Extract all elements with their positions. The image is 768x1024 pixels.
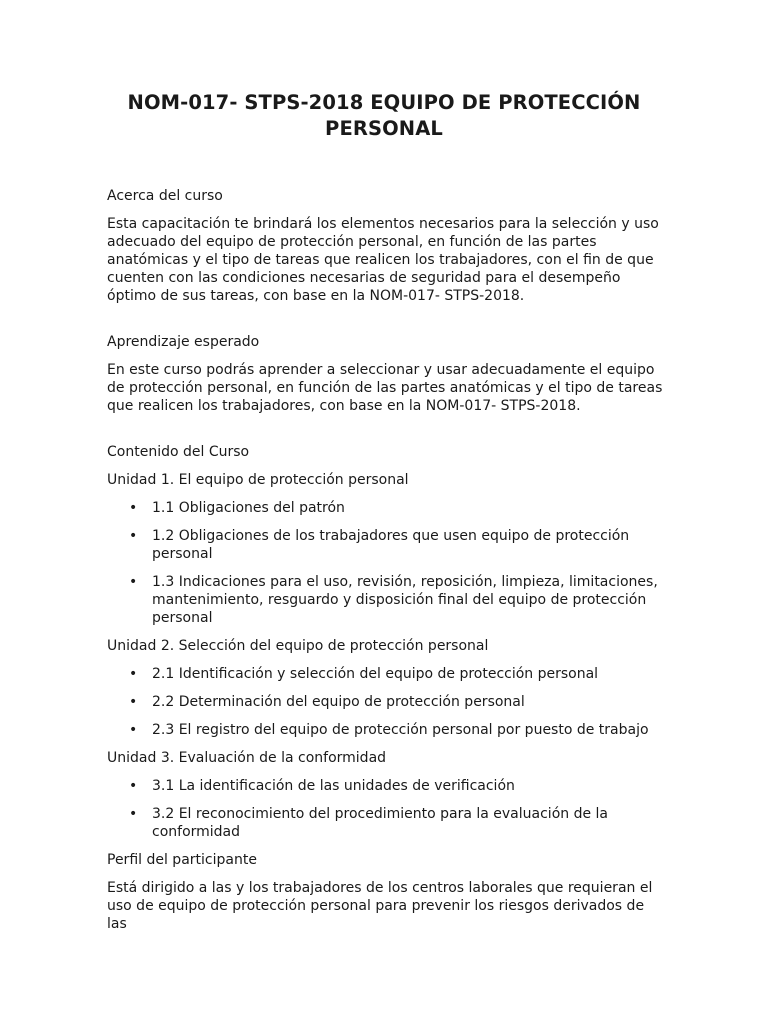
document-body — [107, 187, 667, 933]
bullet-icon: • — [129, 778, 138, 794]
document-title: NOM-017- STPS-2018 EQUIPO DE PROTECCIÓN PERSONAL — [127, 91, 641, 140]
list-item — [107, 805, 667, 841]
unit-item-list — [107, 499, 667, 627]
bullet-icon: • — [129, 806, 138, 822]
unit-item-list — [107, 665, 667, 739]
list-item — [107, 573, 667, 627]
unit-title: Unidad 3. Evaluación de la conformidad — [107, 750, 387, 766]
bullet-icon: • — [129, 574, 138, 590]
list-item — [107, 693, 667, 711]
list-item-text: 1.3 Indicaciones para el uso, revisión, reposición, limpieza, limitaciones, mantenimiento, resguardo y disposición final del equipo de protección personal — [152, 574, 658, 626]
bullet-icon: • — [129, 694, 138, 710]
list-item — [107, 665, 667, 683]
section-text-about: Esta capacitación te brindará los elementos necesarios para la selección y uso adecuado del equipo de protección personal, en función de las partes anatómicas y el tipo de tareas que realicen los trabajadores, con el fin de que cuenten con las condiciones necesarias de seguridad para el desempeño óptimo de sus tareas, con base en la NOM-017- STPS-2018. — [107, 216, 659, 304]
list-item — [107, 777, 667, 795]
unit-title: Unidad 2. Selección del equipo de protección personal — [107, 638, 489, 654]
list-item-text: 1.2 Obligaciones de los trabajadores que usen equipo de protección personal — [152, 528, 630, 562]
list-item-text: 3.1 La identificación de las unidades de verificación — [152, 778, 515, 794]
list-item-text: 2.3 El registro del equipo de protección personal por puesto de trabajo — [152, 722, 649, 738]
bullet-icon: • — [129, 500, 138, 516]
list-item — [107, 721, 667, 739]
list-item-text: 3.2 El reconocimiento del procedimiento para la evaluación de la conformidad — [152, 806, 608, 840]
section-heading-learning: Aprendizaje esperado — [107, 334, 260, 350]
bullet-icon: • — [129, 528, 138, 544]
list-item — [107, 527, 667, 563]
section-heading-profile: Perfil del participante — [107, 852, 257, 868]
list-item-text: 2.1 Identificación y selección del equipo de protección personal — [152, 666, 599, 682]
section-text-profile: Está dirigido a las y los trabajadores de los centros laborales que requieran el uso de equipo de protección personal para prevenir los riesgos derivados de las — [107, 880, 653, 932]
unit-item-list — [107, 777, 667, 841]
section-text-learning: En este curso podrás aprender a seleccionar y usar adecuadamente el equipo de protección personal, en función de las partes anatómicas y el tipo de tareas que realicen los trabajadores, con base en la NOM-017- STPS-2018. — [107, 362, 663, 414]
unit-title: Unidad 1. El equipo de protección personal — [107, 472, 409, 488]
bullet-icon: • — [129, 666, 138, 682]
list-item — [107, 499, 667, 517]
section-heading-about: Acerca del curso — [107, 188, 223, 204]
list-item-text: 1.1 Obligaciones del patrón — [152, 500, 345, 516]
section-heading-content: Contenido del Curso — [107, 444, 250, 460]
list-item-text: 2.2 Determinación del equipo de protección personal — [152, 694, 525, 710]
bullet-icon: • — [129, 722, 138, 738]
